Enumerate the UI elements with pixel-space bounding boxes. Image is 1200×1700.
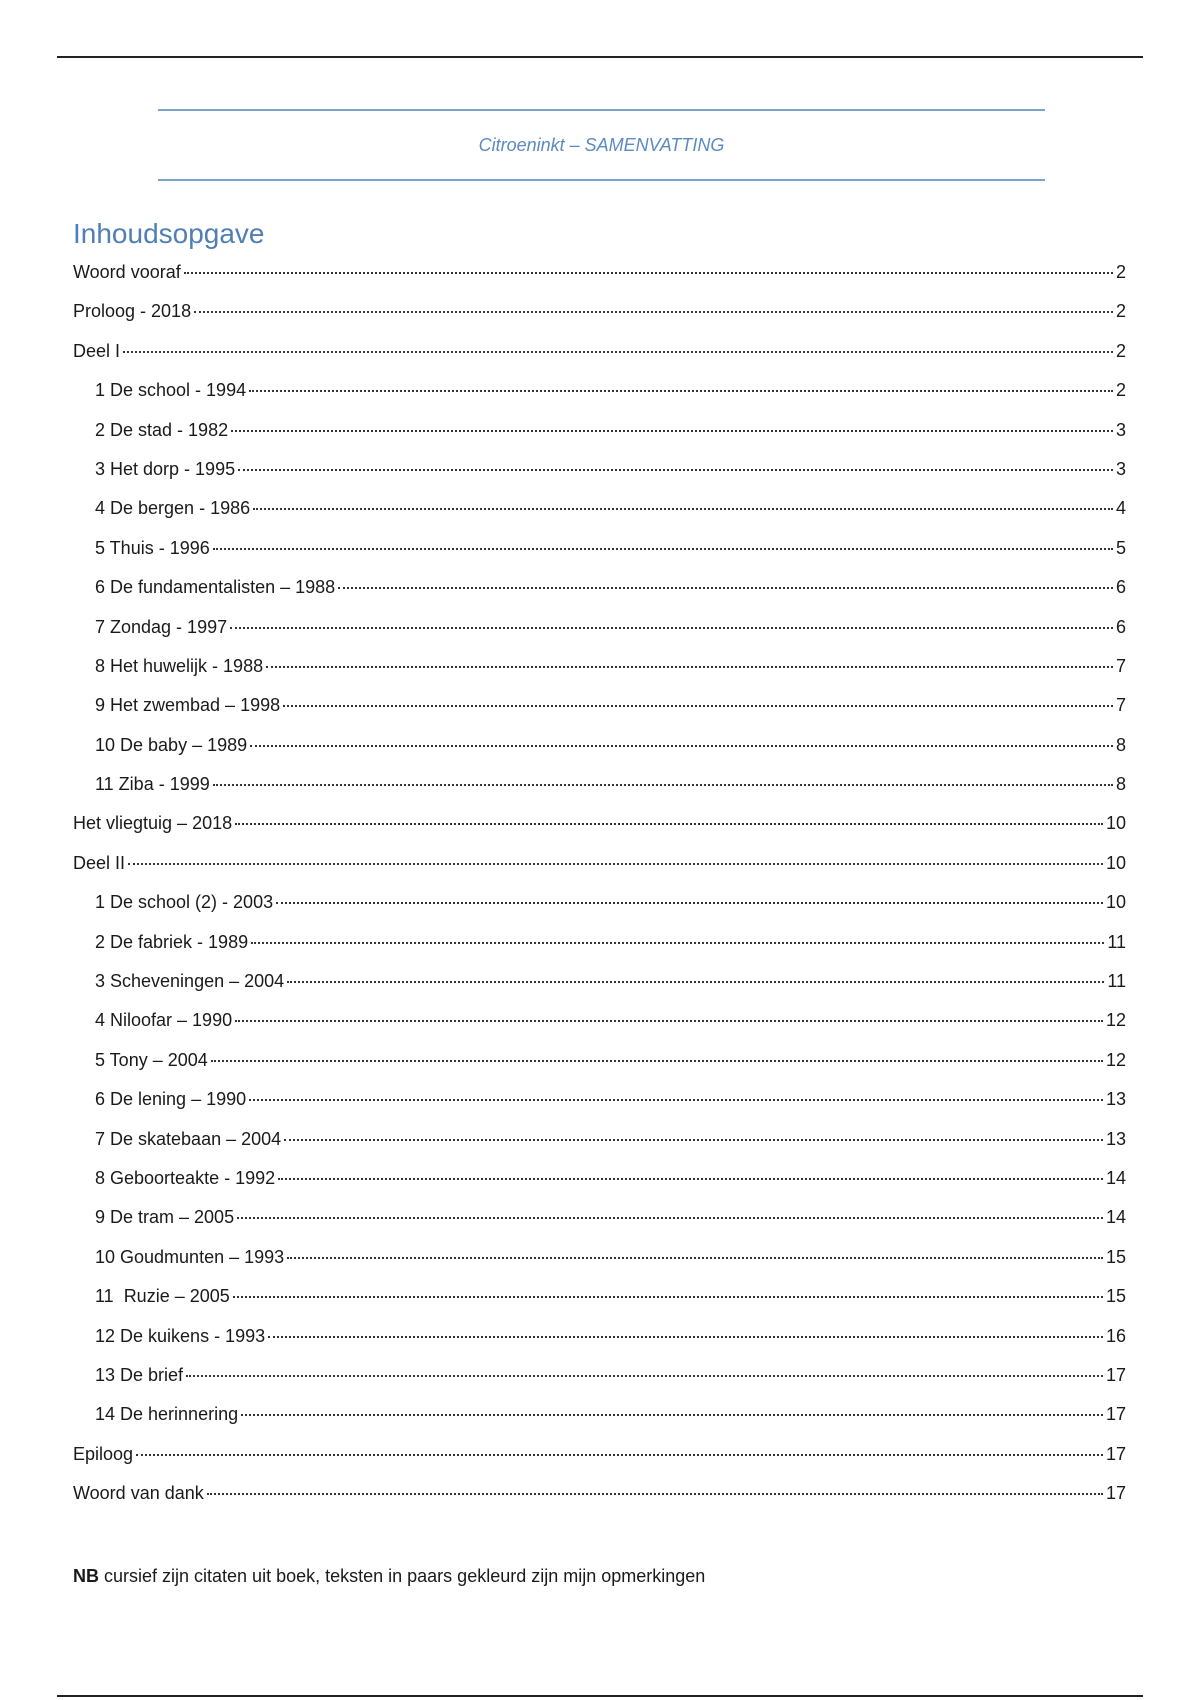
toc-dot-leader bbox=[128, 863, 1103, 865]
toc-dot-leader bbox=[237, 1217, 1103, 1219]
toc-entry[interactable] bbox=[73, 693, 1126, 732]
toc-dot-leader bbox=[207, 1493, 1103, 1495]
toc-dot-leader bbox=[235, 823, 1103, 825]
toc-entry-page: 15 bbox=[1105, 1286, 1126, 1307]
toc-entry-page: 6 bbox=[1115, 616, 1126, 637]
toc-dot-leader bbox=[186, 1375, 1103, 1377]
toc-entry-page: 13 bbox=[1105, 1128, 1126, 1149]
toc-entry[interactable] bbox=[73, 536, 1126, 575]
toc-entry-label: 8 Geboorteakte - 1992 bbox=[95, 1167, 276, 1188]
toc-dot-leader bbox=[230, 627, 1113, 629]
toc-heading: Inhoudsopgave bbox=[73, 218, 265, 249]
toc-entry-page: 15 bbox=[1105, 1246, 1126, 1267]
toc-entry[interactable] bbox=[73, 1087, 1126, 1126]
toc-entry-page: 10 bbox=[1105, 852, 1126, 873]
toc-entry-page: 2 bbox=[1115, 301, 1126, 322]
toc-entry-page: 12 bbox=[1105, 1049, 1126, 1070]
toc-entry-page: 8 bbox=[1115, 734, 1126, 755]
toc-entry[interactable] bbox=[73, 1127, 1126, 1166]
toc-entry-label: 4 Niloofar – 1990 bbox=[95, 1010, 233, 1031]
toc-entry[interactable] bbox=[73, 615, 1126, 654]
toc-entry-page: 17 bbox=[1105, 1443, 1126, 1464]
toc-entry-label: Het vliegtuig – 2018 bbox=[73, 813, 233, 834]
page-top-rule bbox=[57, 56, 1143, 58]
toc-dot-leader bbox=[211, 1060, 1103, 1062]
toc-entry-page: 2 bbox=[1115, 340, 1126, 361]
toc-dot-leader bbox=[276, 902, 1103, 904]
toc-entry-page: 7 bbox=[1115, 655, 1126, 676]
toc-dot-leader bbox=[253, 508, 1113, 510]
toc-entry[interactable] bbox=[73, 930, 1126, 969]
toc-entry-label: 6 De fundamentalisten – 1988 bbox=[95, 577, 336, 598]
toc-entry-label: 9 De tram – 2005 bbox=[95, 1207, 235, 1228]
toc-entry-label: 3 Het dorp - 1995 bbox=[95, 458, 236, 479]
toc-entry[interactable] bbox=[73, 1048, 1126, 1087]
toc-entry[interactable] bbox=[73, 339, 1126, 378]
toc-dot-leader bbox=[249, 1099, 1103, 1101]
toc-entry[interactable] bbox=[73, 811, 1126, 850]
toc-entry-page: 10 bbox=[1105, 813, 1126, 834]
toc-entry-page: 6 bbox=[1115, 577, 1126, 598]
toc-entry-label: 10 De baby – 1989 bbox=[95, 734, 248, 755]
toc-entry-label: 13 De brief bbox=[95, 1364, 184, 1385]
toc-dot-leader bbox=[284, 1139, 1103, 1141]
toc-entry-label: 8 Het huwelijk - 1988 bbox=[95, 655, 264, 676]
toc-dot-leader bbox=[123, 351, 1113, 353]
toc-entry-label: 3 Scheveningen – 2004 bbox=[95, 971, 285, 992]
toc-entry-page: 14 bbox=[1105, 1207, 1126, 1228]
toc-entry-page: 16 bbox=[1105, 1325, 1126, 1346]
note-text: cursief zijn citaten uit boek, teksten in paars gekleurd zijn mijn opmerkingen bbox=[99, 1566, 706, 1586]
toc-dot-leader bbox=[250, 745, 1113, 747]
toc-dot-leader bbox=[266, 666, 1113, 668]
toc-entry-label: 1 De school - 1994 bbox=[95, 380, 247, 401]
toc-entry-label: 2 De stad - 1982 bbox=[95, 419, 229, 440]
document-header bbox=[158, 109, 1045, 181]
toc-dot-leader bbox=[283, 705, 1113, 707]
toc-entry[interactable] bbox=[73, 1205, 1126, 1244]
toc-entry[interactable] bbox=[73, 1481, 1126, 1520]
toc-entry[interactable] bbox=[73, 733, 1126, 772]
toc-entry[interactable] bbox=[73, 772, 1126, 811]
toc-dot-leader bbox=[184, 272, 1113, 274]
toc-entry-label: 5 Tony – 2004 bbox=[95, 1049, 208, 1070]
toc-entry-page: 3 bbox=[1115, 419, 1126, 440]
toc-entry-page: 5 bbox=[1115, 537, 1126, 558]
toc-dot-leader bbox=[233, 1296, 1103, 1298]
table-of-contents bbox=[73, 260, 1126, 1521]
toc-entry-page: 14 bbox=[1105, 1167, 1126, 1188]
toc-entry[interactable] bbox=[73, 654, 1126, 693]
toc-dot-leader bbox=[287, 1257, 1103, 1259]
toc-entry-page: 17 bbox=[1105, 1364, 1126, 1385]
toc-dot-leader bbox=[213, 548, 1113, 550]
toc-dot-leader bbox=[249, 390, 1113, 392]
toc-entry[interactable] bbox=[73, 260, 1126, 299]
toc-entry-page: 2 bbox=[1115, 380, 1126, 401]
toc-entry-label: 9 Het zwembad – 1998 bbox=[95, 695, 281, 716]
toc-dot-leader bbox=[213, 784, 1113, 786]
toc-entry[interactable] bbox=[73, 496, 1126, 535]
toc-entry-label: 7 De skatebaan – 2004 bbox=[95, 1128, 282, 1149]
toc-entry[interactable] bbox=[73, 969, 1126, 1008]
toc-entry[interactable] bbox=[73, 1442, 1126, 1481]
toc-entry-label: 6 De lening – 1990 bbox=[95, 1089, 247, 1110]
toc-entry-page: 17 bbox=[1105, 1404, 1126, 1425]
toc-entry[interactable] bbox=[73, 1284, 1126, 1323]
toc-dot-leader bbox=[136, 1454, 1103, 1456]
toc-dot-leader bbox=[194, 311, 1113, 313]
toc-entry-label: 7 Zondag - 1997 bbox=[95, 616, 228, 637]
toc-entry-label: Deel II bbox=[73, 852, 126, 873]
toc-entry-page: 11 bbox=[1107, 971, 1126, 992]
toc-entry-page: 3 bbox=[1115, 458, 1126, 479]
toc-entry[interactable] bbox=[73, 575, 1126, 614]
toc-entry-label: Proloog - 2018 bbox=[73, 301, 192, 322]
page-bottom-rule bbox=[57, 1695, 1143, 1697]
toc-dot-leader bbox=[238, 469, 1113, 471]
toc-entry[interactable] bbox=[73, 1008, 1126, 1047]
toc-entry-label: Woord vooraf bbox=[73, 262, 181, 282]
toc-entry[interactable] bbox=[73, 418, 1126, 457]
toc-dot-leader bbox=[251, 942, 1104, 944]
toc-dot-leader bbox=[241, 1414, 1103, 1416]
toc-entry[interactable] bbox=[73, 851, 1126, 890]
toc-dot-leader bbox=[287, 981, 1104, 983]
toc-entry[interactable] bbox=[73, 1402, 1126, 1441]
toc-entry[interactable] bbox=[73, 1166, 1126, 1205]
toc-entry-page: 11 bbox=[1107, 931, 1126, 952]
toc-entry[interactable] bbox=[73, 299, 1126, 338]
toc-entry[interactable] bbox=[73, 1324, 1126, 1363]
toc-dot-leader bbox=[338, 587, 1113, 589]
toc-entry-page: 17 bbox=[1105, 1483, 1126, 1504]
toc-entry[interactable] bbox=[73, 890, 1126, 929]
toc-entry[interactable] bbox=[73, 1363, 1126, 1402]
toc-entry-label: 11 Ruzie – 2005 bbox=[95, 1286, 230, 1307]
toc-entry-label: 4 De bergen - 1986 bbox=[95, 498, 251, 519]
toc-dot-leader bbox=[235, 1020, 1103, 1022]
note-bold: NB bbox=[73, 1566, 99, 1586]
toc-entry-label: 12 De kuikens - 1993 bbox=[95, 1325, 266, 1346]
toc-entry-label: 2 De fabriek - 1989 bbox=[95, 931, 249, 952]
toc-entry-page: 13 bbox=[1105, 1089, 1126, 1110]
toc-entry-label: 10 Goudmunten – 1993 bbox=[95, 1246, 285, 1267]
toc-entry[interactable] bbox=[73, 378, 1126, 417]
toc-entry[interactable] bbox=[73, 457, 1126, 496]
toc-entry-label: 14 De herinnering bbox=[95, 1404, 239, 1425]
toc-entry-label: 11 Ziba - 1999 bbox=[95, 774, 210, 795]
toc-entry-page: 12 bbox=[1105, 1010, 1126, 1031]
toc-entry-label: Epiloog bbox=[73, 1443, 134, 1464]
toc-entry-label: Deel I bbox=[73, 340, 121, 361]
toc-dot-leader bbox=[231, 430, 1113, 432]
toc-entry-page: 4 bbox=[1115, 498, 1126, 519]
toc-entry-label: 5 Thuis - 1996 bbox=[95, 537, 210, 558]
toc-entry-label: Woord van dank bbox=[73, 1483, 204, 1504]
toc-entry-page: 2 bbox=[1115, 262, 1126, 282]
toc-dot-leader bbox=[278, 1178, 1103, 1180]
toc-entry-page: 8 bbox=[1115, 774, 1126, 795]
header-title: Citroeninkt – SAMENVATTING bbox=[478, 134, 725, 155]
toc-entry-page: 10 bbox=[1105, 892, 1126, 913]
footnote bbox=[73, 1566, 705, 1587]
toc-dot-leader bbox=[268, 1336, 1103, 1338]
toc-entry-label: 1 De school (2) - 2003 bbox=[95, 892, 274, 913]
toc-entry[interactable] bbox=[73, 1245, 1126, 1284]
toc-entry-page: 7 bbox=[1115, 695, 1126, 716]
